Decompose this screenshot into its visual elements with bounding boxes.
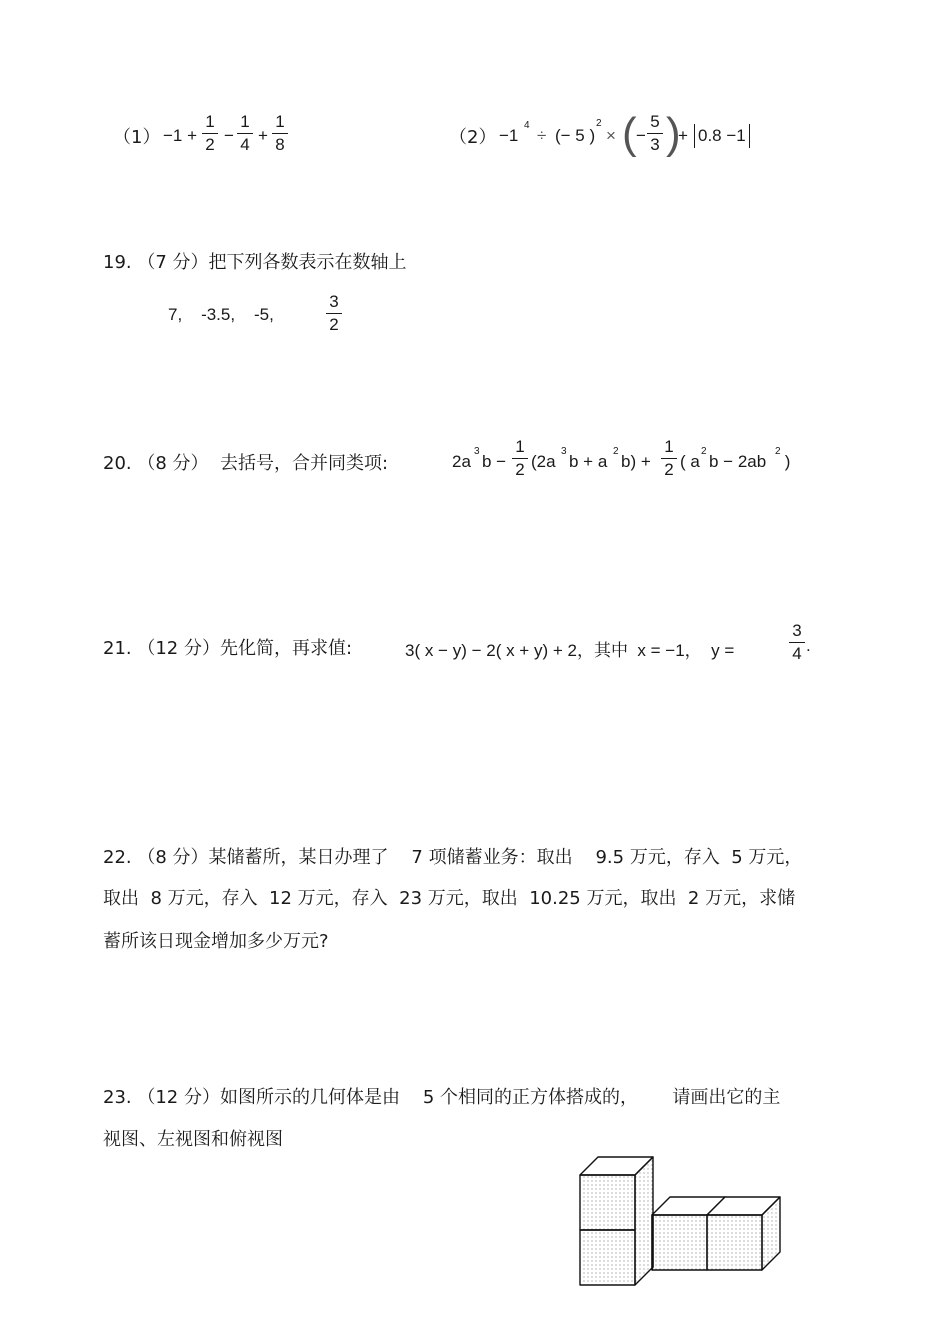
fraction-3-4 (789, 621, 805, 664)
minus-sign: − (224, 126, 234, 145)
term-paren-2a: (2a (531, 452, 556, 471)
cube-front-face (580, 1230, 635, 1285)
denominator: 3 (650, 135, 660, 154)
numerator: 1 (664, 437, 674, 456)
question-19-title: 19. （7 分）把下列各数表示在数轴上 (103, 252, 407, 273)
neg-one: −1 (499, 126, 519, 145)
plus-sign: + (258, 126, 268, 145)
close-paren: ) (780, 452, 791, 471)
denominator: 4 (792, 644, 802, 663)
numerator: 5 (650, 112, 660, 131)
term-b-close-plus: b) + (621, 452, 651, 471)
exponent-2: 2 (596, 118, 602, 129)
denominator: 8 (275, 135, 285, 154)
cube-figure (570, 1155, 790, 1295)
question-22-line-3: 蓄所该日现金增加多少万元? (103, 931, 329, 952)
exponent: 3 (474, 446, 480, 457)
part-1-label: （1） (113, 127, 161, 148)
abs-content: 0.8 −1 (698, 126, 746, 145)
term-b-minus-2ab: b − 2ab (709, 452, 767, 471)
exponent: 2 (701, 446, 707, 457)
fraction-3-2 (326, 292, 342, 335)
question-20-title: 20. （8 分） 去括号，合并同类项: (103, 453, 389, 474)
fraction-5-3 (647, 112, 663, 155)
abs-bar-left (694, 124, 695, 148)
question-23-line-1: 23. （12 分）如图所示的几何体是由 5 个相同的正方体搭成的， 请画出它的主 (103, 1087, 781, 1108)
exponent: 3 (561, 446, 567, 457)
plus-sign-2: + (678, 126, 688, 145)
numerator: 1 (240, 112, 250, 131)
fraction-1-2 (202, 112, 218, 155)
neg-one-plus: −1 + (163, 126, 198, 145)
cube-front-face (652, 1215, 653, 1270)
numerator: 3 (792, 621, 802, 640)
neg-five: (− 5 ) (555, 126, 596, 145)
numerator: 1 (275, 112, 285, 131)
question-23-line-2: 视图、左视图和俯视图 (103, 1129, 283, 1150)
cube-front-face (580, 1175, 635, 1230)
numerator: 1 (515, 437, 525, 456)
exponent-4: 4 (524, 120, 530, 131)
fraction-1-4 (237, 112, 253, 155)
question-22-line-1: 22. （8 分）某储蓄所，某日办理了 7 项储蓄业务：取出 9.5 万元，存入 5 万元， (103, 847, 803, 868)
expression: 3( x − y) − 2( x + y) + 2，其中 x = −1， y = (405, 641, 735, 660)
left-paren: ( (622, 109, 637, 158)
number-list: 7, -3.5, -5, (168, 305, 274, 324)
denominator: 4 (240, 135, 250, 154)
denominator: 2 (205, 135, 215, 154)
term-b-plus-a: b + a (569, 452, 608, 471)
numerator: 1 (205, 112, 215, 131)
question-22-line-2: 取出 8 万元，存入 12 万元，存入 23 万元，取出 10.25 万元，取出 2 万元，求储 (103, 888, 796, 909)
exponent: 2 (775, 446, 781, 457)
divide-sign: ÷ (537, 126, 547, 145)
exponent: 2 (613, 446, 619, 457)
period: . (806, 636, 811, 655)
minus-sign-2: − (636, 126, 646, 145)
term-b-minus: b − (482, 452, 507, 471)
right-paren: ) (666, 109, 681, 158)
fraction-1-8 (272, 112, 288, 155)
numerator: 3 (329, 292, 339, 311)
abs-bar-right (749, 124, 750, 148)
fraction-1-2-a (512, 437, 528, 480)
cube-front-face (652, 1215, 707, 1270)
denominator: 2 (329, 315, 339, 334)
fraction-1-2-b (661, 437, 677, 480)
cube-side-face (635, 1157, 653, 1285)
question-21-title: 21. （12 分）先化简，再求值: (103, 638, 353, 659)
term-2a: 2a (452, 452, 471, 471)
times-sign: × (606, 126, 616, 145)
cube-front-face (707, 1215, 762, 1270)
part-2-label: （2） (449, 127, 497, 148)
term-paren-a: ( a (680, 452, 700, 471)
denominator: 2 (515, 460, 525, 479)
denominator: 2 (664, 460, 674, 479)
